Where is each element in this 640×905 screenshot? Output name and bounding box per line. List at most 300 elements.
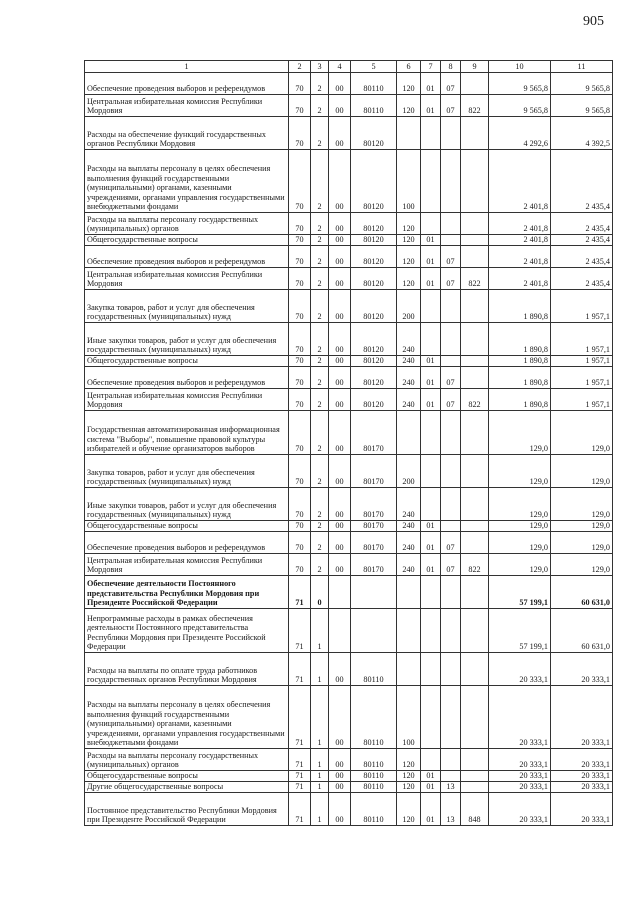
- code-cell: 2: [311, 389, 329, 411]
- code-cell: 120: [397, 73, 421, 95]
- code-cell: 120: [397, 793, 421, 826]
- code-cell: 13: [441, 793, 461, 826]
- code-cell: [421, 150, 441, 213]
- code-cell: 80170: [351, 532, 397, 554]
- code-cell: 80120: [351, 213, 397, 235]
- code-cell: [461, 235, 489, 246]
- code-cell: 240: [397, 323, 421, 356]
- code-cell: 07: [441, 268, 461, 290]
- code-cell: [461, 609, 489, 653]
- code-cell: 2: [311, 411, 329, 455]
- code-cell: [441, 323, 461, 356]
- row-name-cell: Иные закупки товаров, работ и услуг для обеспечения государственных (муниципальных) нужд: [85, 488, 289, 521]
- code-cell: 70: [289, 488, 311, 521]
- code-cell: 1: [311, 609, 329, 653]
- code-cell: 822: [461, 268, 489, 290]
- row-name-cell: Обеспечение деятельности Постоянного представительства Республики Мордовия при Президенте Российской Федерации: [85, 576, 289, 609]
- row-name-cell: Центральная избирательная комиссия Республики Мордовия: [85, 268, 289, 290]
- code-cell: [421, 488, 441, 521]
- code-cell: [351, 609, 397, 653]
- code-cell: [441, 521, 461, 532]
- code-cell: 2: [311, 290, 329, 323]
- row-name-cell: Общегосударственные вопросы: [85, 356, 289, 367]
- code-cell: 00: [329, 554, 351, 576]
- row-name-cell: Обеспечение проведения выборов и референдумов: [85, 532, 289, 554]
- table-body: [85, 73, 613, 826]
- code-cell: 80120: [351, 268, 397, 290]
- code-cell: 80110: [351, 73, 397, 95]
- code-cell: [351, 576, 397, 609]
- amount-cell-2025: 20 333,1: [551, 686, 613, 749]
- amount-cell-2025: 1 957,1: [551, 290, 613, 323]
- code-cell: 01: [421, 793, 441, 826]
- amount-cell-2025: 2 435,4: [551, 213, 613, 235]
- code-cell: 00: [329, 411, 351, 455]
- code-cell: 70: [289, 73, 311, 95]
- code-cell: 00: [329, 73, 351, 95]
- code-cell: 80170: [351, 521, 397, 532]
- amount-cell-2025: 20 333,1: [551, 793, 613, 826]
- code-cell: 07: [441, 246, 461, 268]
- amount-cell-2024: 129,0: [489, 554, 551, 576]
- code-cell: 00: [329, 290, 351, 323]
- code-cell: [421, 749, 441, 771]
- code-cell: 00: [329, 488, 351, 521]
- code-cell: [461, 488, 489, 521]
- code-cell: 00: [329, 356, 351, 367]
- code-cell: 848: [461, 793, 489, 826]
- code-cell: [421, 117, 441, 150]
- code-cell: 2: [311, 521, 329, 532]
- code-cell: 200: [397, 455, 421, 488]
- amount-cell-2024: 57 199,1: [489, 609, 551, 653]
- table-header-row: [85, 61, 613, 73]
- code-cell: 00: [329, 235, 351, 246]
- code-cell: 822: [461, 554, 489, 576]
- code-cell: 70: [289, 290, 311, 323]
- table-row: [85, 576, 613, 609]
- code-cell: 80110: [351, 95, 397, 117]
- code-cell: [329, 576, 351, 609]
- code-cell: 00: [329, 367, 351, 389]
- code-cell: 2: [311, 323, 329, 356]
- amount-cell-2025: 129,0: [551, 411, 613, 455]
- code-cell: 822: [461, 389, 489, 411]
- code-cell: 70: [289, 356, 311, 367]
- code-cell: [397, 576, 421, 609]
- table-row: [85, 389, 613, 411]
- code-cell: 2: [311, 246, 329, 268]
- code-cell: 01: [421, 367, 441, 389]
- code-cell: [421, 290, 441, 323]
- amount-cell-2024: 2 401,8: [489, 213, 551, 235]
- code-cell: 01: [421, 356, 441, 367]
- code-cell: 01: [421, 521, 441, 532]
- code-cell: 120: [397, 246, 421, 268]
- code-cell: 00: [329, 749, 351, 771]
- code-cell: 01: [421, 268, 441, 290]
- code-cell: [461, 323, 489, 356]
- code-cell: 70: [289, 521, 311, 532]
- row-name-cell: Обеспечение проведения выборов и референдумов: [85, 367, 289, 389]
- code-cell: 07: [441, 95, 461, 117]
- code-cell: 01: [421, 73, 441, 95]
- header-cell: 8: [441, 61, 461, 73]
- code-cell: 01: [421, 554, 441, 576]
- code-cell: 80170: [351, 411, 397, 455]
- table-row: [85, 235, 613, 246]
- amount-cell-2024: 2 401,8: [489, 246, 551, 268]
- amount-cell-2025: 20 333,1: [551, 782, 613, 793]
- amount-cell-2025: 1 957,1: [551, 356, 613, 367]
- code-cell: 00: [329, 782, 351, 793]
- code-cell: 80170: [351, 488, 397, 521]
- amount-cell-2024: 4 292,6: [489, 117, 551, 150]
- code-cell: [441, 117, 461, 150]
- amount-cell-2025: 129,0: [551, 554, 613, 576]
- header-cell: 6: [397, 61, 421, 73]
- table-row: [85, 455, 613, 488]
- amount-cell-2025: 2 435,4: [551, 150, 613, 213]
- row-name-cell: Расходы на выплаты персоналу в целях обеспечения выполнения функций государственными (муниципальными) органами, казенными учреждениями, органами управления государственными внебюджетными фондами: [85, 686, 289, 749]
- table-row: [85, 246, 613, 268]
- amount-cell-2024: 129,0: [489, 532, 551, 554]
- code-cell: 00: [329, 521, 351, 532]
- code-cell: 2: [311, 150, 329, 213]
- code-cell: 70: [289, 95, 311, 117]
- code-cell: 00: [329, 686, 351, 749]
- code-cell: 70: [289, 117, 311, 150]
- code-cell: [461, 771, 489, 782]
- code-cell: 13: [441, 782, 461, 793]
- code-cell: 07: [441, 389, 461, 411]
- header-cell: 5: [351, 61, 397, 73]
- code-cell: [461, 653, 489, 686]
- code-cell: 80110: [351, 749, 397, 771]
- code-cell: 70: [289, 367, 311, 389]
- amount-cell-2024: 2 401,8: [489, 268, 551, 290]
- amount-cell-2024: 1 890,8: [489, 367, 551, 389]
- code-cell: 80120: [351, 235, 397, 246]
- amount-cell-2024: 1 890,8: [489, 389, 551, 411]
- code-cell: [441, 235, 461, 246]
- code-cell: [441, 455, 461, 488]
- table-row: [85, 749, 613, 771]
- budget-table: [84, 60, 613, 826]
- amount-cell-2024: 20 333,1: [489, 793, 551, 826]
- code-cell: 70: [289, 235, 311, 246]
- header-cell: 10: [489, 61, 551, 73]
- code-cell: 71: [289, 686, 311, 749]
- amount-cell-2024: 9 565,8: [489, 73, 551, 95]
- code-cell: [461, 782, 489, 793]
- code-cell: 240: [397, 521, 421, 532]
- code-cell: 80110: [351, 771, 397, 782]
- code-cell: [441, 488, 461, 521]
- code-cell: 70: [289, 554, 311, 576]
- code-cell: 80170: [351, 455, 397, 488]
- code-cell: 00: [329, 268, 351, 290]
- row-name-cell: Иные закупки товаров, работ и услуг для обеспечения государственных (муниципальных) нужд: [85, 323, 289, 356]
- table-row: [85, 532, 613, 554]
- code-cell: [421, 686, 441, 749]
- amount-cell-2024: 1 890,8: [489, 290, 551, 323]
- code-cell: [441, 411, 461, 455]
- code-cell: 70: [289, 246, 311, 268]
- amount-cell-2024: 1 890,8: [489, 323, 551, 356]
- amount-cell-2024: 129,0: [489, 455, 551, 488]
- code-cell: [461, 532, 489, 554]
- table-row: [85, 521, 613, 532]
- table-row: [85, 117, 613, 150]
- code-cell: [461, 290, 489, 323]
- code-cell: 00: [329, 389, 351, 411]
- row-name-cell: Обеспечение проведения выборов и референдумов: [85, 246, 289, 268]
- row-name-cell: Непрограммные расходы в рамках обеспечения деятельности Постоянного представительства Республики Мордовия при Президенте Российской Федерации: [85, 609, 289, 653]
- amount-cell-2025: 129,0: [551, 455, 613, 488]
- code-cell: 120: [397, 771, 421, 782]
- code-cell: 01: [421, 532, 441, 554]
- code-cell: 00: [329, 323, 351, 356]
- code-cell: [441, 290, 461, 323]
- code-cell: 71: [289, 609, 311, 653]
- amount-cell-2025: 129,0: [551, 521, 613, 532]
- code-cell: 70: [289, 323, 311, 356]
- code-cell: 120: [397, 235, 421, 246]
- code-cell: 00: [329, 532, 351, 554]
- amount-cell-2024: 20 333,1: [489, 653, 551, 686]
- code-cell: 07: [441, 367, 461, 389]
- row-name-cell: Расходы на выплаты по оплате труда работников государственных органов Республики Мордовия: [85, 653, 289, 686]
- row-name-cell: Обеспечение проведения выборов и референдумов: [85, 73, 289, 95]
- code-cell: 1: [311, 749, 329, 771]
- code-cell: 80120: [351, 323, 397, 356]
- code-cell: 120: [397, 268, 421, 290]
- code-cell: [421, 455, 441, 488]
- header-cell: 4: [329, 61, 351, 73]
- code-cell: 2: [311, 95, 329, 117]
- code-cell: 80120: [351, 246, 397, 268]
- row-name-cell: Центральная избирательная комиссия Республики Мордовия: [85, 389, 289, 411]
- code-cell: 80120: [351, 150, 397, 213]
- code-cell: 70: [289, 411, 311, 455]
- code-cell: [461, 749, 489, 771]
- code-cell: 2: [311, 455, 329, 488]
- code-cell: 240: [397, 554, 421, 576]
- header-cell: 9: [461, 61, 489, 73]
- amount-cell-2024: 9 565,8: [489, 95, 551, 117]
- code-cell: 2: [311, 235, 329, 246]
- code-cell: 07: [441, 554, 461, 576]
- code-cell: 00: [329, 246, 351, 268]
- amount-cell-2024: 20 333,1: [489, 686, 551, 749]
- code-cell: [441, 213, 461, 235]
- amount-cell-2025: 20 333,1: [551, 771, 613, 782]
- code-cell: 00: [329, 455, 351, 488]
- code-cell: 100: [397, 686, 421, 749]
- code-cell: [461, 455, 489, 488]
- code-cell: [461, 150, 489, 213]
- table-row: [85, 356, 613, 367]
- code-cell: 100: [397, 150, 421, 213]
- amount-cell-2024: 129,0: [489, 411, 551, 455]
- table-row: [85, 213, 613, 235]
- code-cell: [461, 213, 489, 235]
- row-name-cell: Центральная избирательная комиссия Республики Мордовия: [85, 554, 289, 576]
- code-cell: [441, 686, 461, 749]
- code-cell: 00: [329, 117, 351, 150]
- row-name-cell: Общегосударственные вопросы: [85, 771, 289, 782]
- code-cell: 2: [311, 117, 329, 150]
- code-cell: 120: [397, 213, 421, 235]
- row-name-cell: Закупка товаров, работ и услуг для обеспечения государственных (муниципальных) нужд: [85, 290, 289, 323]
- code-cell: 822: [461, 95, 489, 117]
- row-name-cell: Общегосударственные вопросы: [85, 521, 289, 532]
- row-name-cell: Государственная автоматизированная информационная система "Выборы", повышение правовой культуры избирателей и обучение организаторов выборов: [85, 411, 289, 455]
- code-cell: 2: [311, 532, 329, 554]
- code-cell: 01: [421, 782, 441, 793]
- code-cell: [461, 356, 489, 367]
- code-cell: 01: [421, 95, 441, 117]
- code-cell: [421, 213, 441, 235]
- code-cell: 120: [397, 95, 421, 117]
- code-cell: 2: [311, 488, 329, 521]
- code-cell: 240: [397, 356, 421, 367]
- amount-cell-2025: 2 435,4: [551, 235, 613, 246]
- table-row: [85, 268, 613, 290]
- header-cell: 11: [551, 61, 613, 73]
- table-row: [85, 290, 613, 323]
- code-cell: [397, 653, 421, 686]
- amount-cell-2024: 20 333,1: [489, 749, 551, 771]
- code-cell: 2: [311, 554, 329, 576]
- row-name-cell: Другие общегосударственные вопросы: [85, 782, 289, 793]
- code-cell: [461, 73, 489, 95]
- amount-cell-2025: 1 957,1: [551, 367, 613, 389]
- row-name-cell: Расходы на выплаты персоналу государственных (муниципальных) органов: [85, 749, 289, 771]
- code-cell: 80120: [351, 117, 397, 150]
- amount-cell-2025: 4 392,5: [551, 117, 613, 150]
- table-row: [85, 771, 613, 782]
- amount-cell-2025: 1 957,1: [551, 323, 613, 356]
- code-cell: 240: [397, 367, 421, 389]
- code-cell: 70: [289, 532, 311, 554]
- table-row: [85, 609, 613, 653]
- code-cell: 80110: [351, 686, 397, 749]
- table-row: [85, 95, 613, 117]
- amount-cell-2025: 60 631,0: [551, 576, 613, 609]
- code-cell: 71: [289, 653, 311, 686]
- code-cell: 70: [289, 213, 311, 235]
- header-cell: 1: [85, 61, 289, 73]
- code-cell: 1: [311, 771, 329, 782]
- code-cell: 00: [329, 150, 351, 213]
- code-cell: [421, 609, 441, 653]
- code-cell: 2: [311, 356, 329, 367]
- code-cell: 80120: [351, 389, 397, 411]
- code-cell: 70: [289, 268, 311, 290]
- code-cell: [461, 521, 489, 532]
- code-cell: 80110: [351, 653, 397, 686]
- code-cell: [329, 609, 351, 653]
- header-cell: 2: [289, 61, 311, 73]
- table-row: [85, 323, 613, 356]
- row-name-cell: Общегосударственные вопросы: [85, 235, 289, 246]
- amount-cell-2025: 9 565,8: [551, 73, 613, 95]
- code-cell: [461, 576, 489, 609]
- amount-cell-2025: 20 333,1: [551, 749, 613, 771]
- code-cell: 70: [289, 150, 311, 213]
- table-row: [85, 686, 613, 749]
- code-cell: 120: [397, 749, 421, 771]
- code-cell: 200: [397, 290, 421, 323]
- amount-cell-2024: 2 401,8: [489, 150, 551, 213]
- table-row: [85, 488, 613, 521]
- amount-cell-2024: 2 401,8: [489, 235, 551, 246]
- code-cell: [461, 367, 489, 389]
- code-cell: 80120: [351, 367, 397, 389]
- code-cell: 71: [289, 749, 311, 771]
- code-cell: [421, 653, 441, 686]
- code-cell: [461, 117, 489, 150]
- code-cell: 240: [397, 389, 421, 411]
- code-cell: [461, 686, 489, 749]
- row-name-cell: Центральная избирательная комиссия Республики Мордовия: [85, 95, 289, 117]
- code-cell: [421, 323, 441, 356]
- code-cell: [397, 117, 421, 150]
- amount-cell-2024: 129,0: [489, 488, 551, 521]
- code-cell: [421, 411, 441, 455]
- code-cell: 2: [311, 73, 329, 95]
- code-cell: 2: [311, 213, 329, 235]
- table-row: [85, 782, 613, 793]
- amount-cell-2024: 20 333,1: [489, 771, 551, 782]
- table-row: [85, 793, 613, 826]
- code-cell: 240: [397, 488, 421, 521]
- code-cell: 07: [441, 532, 461, 554]
- amount-cell-2024: 20 333,1: [489, 782, 551, 793]
- code-cell: [441, 771, 461, 782]
- code-cell: 71: [289, 793, 311, 826]
- amount-cell-2024: 129,0: [489, 521, 551, 532]
- code-cell: 80110: [351, 782, 397, 793]
- code-cell: 70: [289, 455, 311, 488]
- row-name-cell: Расходы на выплаты персоналу в целях обеспечения выполнения функций государственными (муниципальными) органами, казенными учреждениями, органами управления государственными внебюджетными фондами: [85, 150, 289, 213]
- code-cell: 00: [329, 793, 351, 826]
- code-cell: [441, 576, 461, 609]
- code-cell: 01: [421, 389, 441, 411]
- code-cell: 80110: [351, 793, 397, 826]
- code-cell: 01: [421, 235, 441, 246]
- code-cell: 01: [421, 771, 441, 782]
- code-cell: 70: [289, 389, 311, 411]
- amount-cell-2025: 1 957,1: [551, 389, 613, 411]
- code-cell: 80170: [351, 554, 397, 576]
- code-cell: [441, 653, 461, 686]
- code-cell: [397, 609, 421, 653]
- header-cell: 7: [421, 61, 441, 73]
- code-cell: 00: [329, 771, 351, 782]
- table-row: [85, 367, 613, 389]
- code-cell: [441, 609, 461, 653]
- code-cell: 71: [289, 771, 311, 782]
- code-cell: [461, 246, 489, 268]
- code-cell: [461, 411, 489, 455]
- row-name-cell: Расходы на выплаты персоналу государственных (муниципальных) органов: [85, 213, 289, 235]
- code-cell: 71: [289, 576, 311, 609]
- code-cell: 1: [311, 782, 329, 793]
- code-cell: [441, 150, 461, 213]
